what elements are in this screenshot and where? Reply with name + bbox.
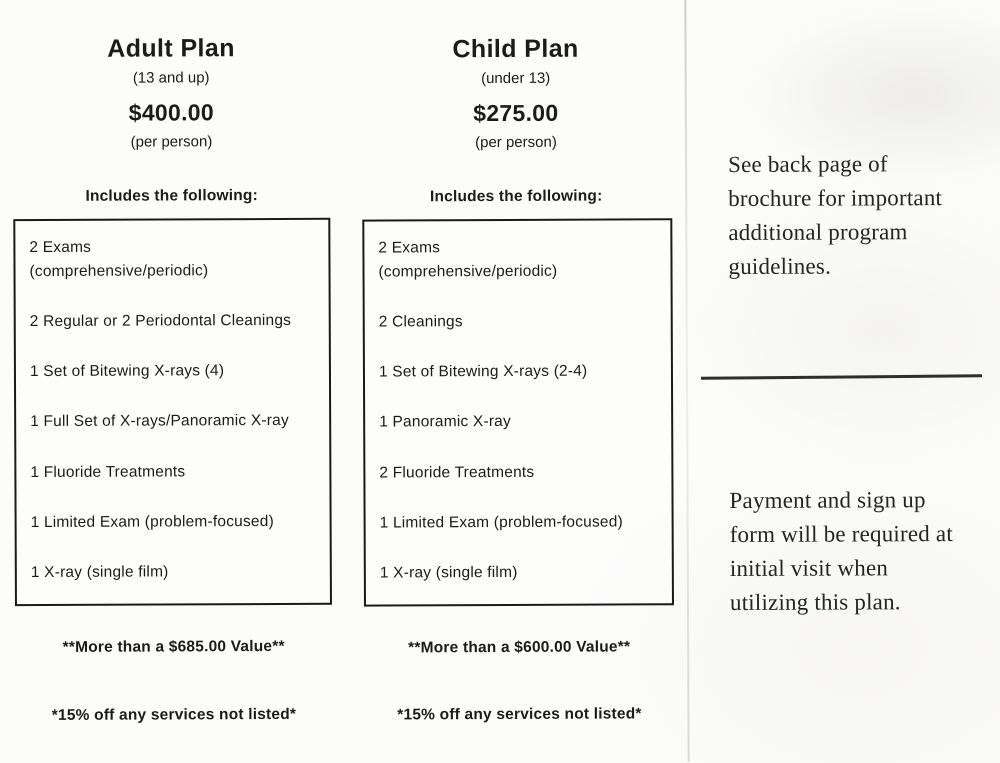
child-benefit-limited-exam: 1 Limited Exam (problem-focused) xyxy=(379,513,623,532)
child-plan-discount-note: *15% off any services not listed* xyxy=(397,705,642,724)
adult-plan-benefits-box xyxy=(13,218,332,606)
child-benefit-cleanings: 2 Cleanings xyxy=(378,313,463,331)
adult-plan-value-note: **More than a $685.00 Value** xyxy=(62,637,285,656)
child-benefit-bitewing-xrays: 1 Set of Bitewing X-rays (2-4) xyxy=(378,362,588,381)
child-plan-price: $275.00 xyxy=(473,99,559,127)
adult-benefit-single-xray: 1 X-ray (single film) xyxy=(30,563,169,581)
adult-plan-age-range: (13 and up) xyxy=(132,69,210,87)
adult-plan-discount-note: *15% off any services not listed* xyxy=(51,705,297,724)
adult-plan-header xyxy=(0,34,344,207)
adult-plan-price: $400.00 xyxy=(128,99,215,126)
adult-benefit-exams: 2 Exams (comprehensive/periodic) xyxy=(29,238,209,281)
child-plan-value-note: **More than a $600.00 Value** xyxy=(408,638,631,657)
adult-plan-title: Adult Plan xyxy=(107,34,235,63)
child-benefit-panoramic-xray: 1 Panoramic X-ray xyxy=(379,413,511,431)
adult-plan-per-person: (per person) xyxy=(130,133,213,151)
adult-benefit-cleanings: 2 Regular or 2 Periodontal Cleanings xyxy=(29,312,292,331)
child-plan-header xyxy=(343,34,688,206)
adult-benefit-bitewing-xrays: 1 Set of Bitewing X-rays (4) xyxy=(29,362,225,381)
child-plan-per-person: (per person) xyxy=(475,133,557,152)
adult-benefit-fluoride: 1 Fluoride Treatments xyxy=(30,462,186,481)
side-note-payment: Payment and sign up form will be required at initial visit when utilizing this plan. xyxy=(729,487,953,615)
side-note-back-page: See back page of brochure for important additional program guidelines. xyxy=(728,151,943,280)
child-benefit-fluoride: 2 Fluoride Treatments xyxy=(379,463,535,482)
adult-benefit-limited-exam: 1 Limited Exam (problem-focused) xyxy=(30,512,274,531)
child-plan-age-range: (under 13) xyxy=(481,69,551,88)
side-divider-line xyxy=(701,374,982,379)
child-benefit-single-xray: 1 X-ray (single film) xyxy=(379,563,518,582)
child-plan-includes-label: Includes the following: xyxy=(429,187,603,206)
child-benefit-exams: 2 Exams (comprehensive/periodic) xyxy=(378,239,558,281)
adult-plan-includes-label: Includes the following: xyxy=(85,187,258,205)
child-plan-benefits-box xyxy=(362,218,674,606)
adult-benefit-full-set-xrays: 1 Full Set of X-rays/Panoramic X-ray xyxy=(30,412,289,431)
child-plan-title: Child Plan xyxy=(452,34,579,64)
